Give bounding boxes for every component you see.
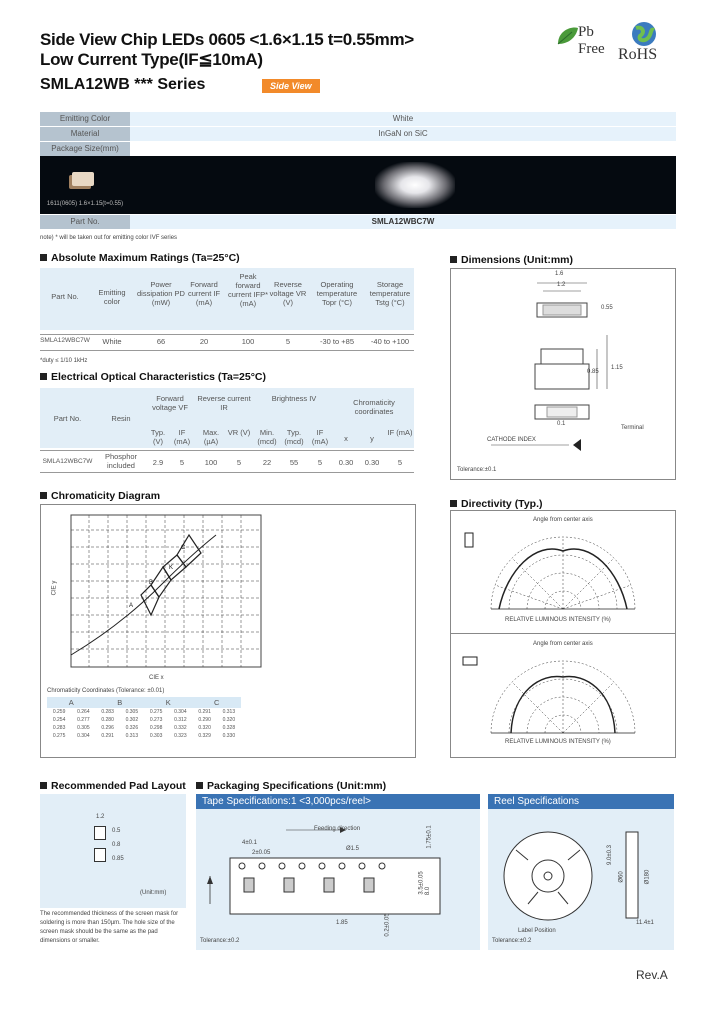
amr-h-if: Forward current IF (mA) (187, 280, 221, 307)
chroma-cell: 0.275 (149, 709, 163, 715)
dimensions-box (450, 268, 676, 480)
eo-sub-typ: Typ. (mcd) (284, 428, 304, 446)
material-label: Material (70, 129, 100, 138)
reel-label-5: 11.4±1 (636, 920, 654, 926)
tape-drawing (196, 794, 480, 950)
chroma-xlabel: CIE x (149, 675, 164, 681)
chroma-cell: 0.305 (125, 709, 139, 715)
revision: Rev.A (636, 968, 668, 982)
eo-heading: Electrical Optical Characteristics (Ta=25°C) (40, 371, 266, 383)
eo-h-chroma: Chromaticity coordinates (353, 398, 395, 416)
reel-title: Reel Specifications (488, 794, 674, 809)
reel-box (488, 794, 674, 950)
dir-axis-top-2: Angle from center axis (533, 641, 593, 647)
package-caption: 1611(0605) 1.6×1.15(t=0.55) (46, 201, 124, 207)
chroma-cell: 0.320 (222, 717, 236, 723)
region-b: B (149, 580, 154, 586)
eo-sub-ir: Max. (µA) (202, 428, 220, 446)
amr-h-color: Emitting color (98, 288, 126, 306)
reel-label-2: 9.0±0.3 (606, 845, 613, 865)
chroma-cell: 0.330 (222, 733, 236, 739)
chroma-cell: 0.291 (101, 733, 114, 739)
region-c: C (181, 545, 186, 551)
chroma-cell: 0.298 (149, 725, 163, 731)
amr-h-topr: Operating temperature Topr (°C) (316, 280, 358, 307)
pad-dim-3: 0.8 (112, 842, 121, 848)
dim-label-2: 1.2 (557, 282, 566, 288)
tape-label-8: 1.85 (336, 920, 348, 926)
pad-box (40, 794, 186, 908)
tape-label-7: 8.0 (425, 886, 432, 896)
pb-free-logo (552, 22, 612, 68)
directivity-heading: Directivity (Typ.) (450, 498, 543, 510)
amr-h-ifp: Peak forward current IFP* (mA) (227, 272, 268, 308)
tape-label-1: 4±0.1 (242, 840, 257, 846)
amr-footnote: *duty ≤ 1/10 1kHz (40, 358, 88, 364)
abs-max-table (40, 268, 414, 358)
eo-y: 0.30 (364, 458, 380, 467)
amr-if: 20 (199, 337, 209, 346)
title-line-2: Low Current Type(IF≦10mA) (40, 50, 263, 69)
product-table (40, 112, 676, 230)
region-k: K (169, 565, 174, 571)
pad-dim-4: 0.85 (112, 856, 124, 862)
tape-label-5: 1.75±0.1 (426, 825, 433, 849)
pb-free-text: Pb Free (578, 24, 605, 57)
dim-label-6: 0.1 (557, 421, 566, 427)
chroma-cell: 0.273 (149, 717, 163, 723)
dim-label-cathode: CATHODE INDEX (487, 437, 536, 443)
eo-h-ir: Reverse current IR (197, 394, 251, 412)
tape-label-feeding: Feeding direction (314, 826, 361, 832)
chroma-cell: 0.312 (174, 717, 187, 723)
reel-label-position: Label Position (518, 928, 556, 934)
pad-dim-2: 0.5 (112, 828, 121, 834)
eo-sub-if2: IF (mA) (311, 428, 329, 446)
dim-label-3: 0.55 (601, 305, 613, 311)
pad-dim-1: 1.2 (96, 814, 105, 820)
amr-vr: 5 (285, 337, 291, 346)
eo-sub-min: Min. (mcd) (257, 428, 277, 446)
dir-axis-top: Angle from center axis (533, 517, 593, 523)
amr-pd: 66 (156, 337, 166, 346)
tape-box (196, 794, 480, 950)
part-no-value: SMLA12WBC7W (371, 217, 435, 226)
material-value: InGaN on SiC (378, 129, 428, 138)
chroma-cell: 0.326 (125, 725, 139, 731)
chroma-cell: 0.275 (52, 733, 66, 739)
eo-if3: 5 (397, 458, 403, 467)
reel-label-4: Ø60 (618, 871, 625, 883)
tape-label-4: Ø1.5 (346, 846, 360, 852)
eo-if1: 5 (179, 458, 185, 467)
directivity-box (450, 510, 676, 758)
dimensions-heading: Dimensions (Unit:mm) (450, 254, 573, 266)
eo-vr: 5 (236, 458, 242, 467)
amr-tstg: -40 to +100 (370, 337, 410, 346)
chroma-th-k: K (165, 698, 171, 707)
chroma-cell: 0.303 (149, 733, 163, 739)
reel-tolerance: Tolerance:±0.2 (492, 938, 532, 944)
eo-sub-vr: VR (V) (227, 428, 251, 437)
note-text: note) * will be taken out for emitting color IVF series (40, 235, 178, 241)
directivity-chart (451, 511, 675, 757)
tape-title: Tape Specifications:1 <3,000pcs/reel> (196, 794, 480, 809)
eo-vf: 2.9 (152, 458, 164, 467)
tape-label-2: 2±0.05 (252, 850, 271, 856)
tape-tolerance: Tolerance:±0.2 (200, 938, 240, 944)
chroma-th-b: B (117, 698, 123, 707)
chroma-cell: 0.329 (198, 733, 211, 739)
chroma-ylabel: CIE y (51, 580, 58, 596)
rohs-logo (614, 20, 674, 68)
chroma-cell: 0.296 (101, 725, 114, 731)
package-size-label: Package Size(mm) (51, 144, 119, 153)
chroma-th-c: C (214, 698, 220, 707)
eo-x: 0.30 (338, 458, 354, 467)
chroma-cell: 0.283 (101, 709, 114, 715)
chroma-cell: 0.304 (174, 709, 187, 715)
chroma-cell: 0.290 (198, 717, 211, 723)
dim-tolerance: Tolerance:±0.1 (457, 467, 497, 473)
amr-topr: -30 to +85 (320, 337, 354, 346)
chroma-cell: 0.332 (174, 725, 187, 731)
packaging-heading: Packaging Specifications (Unit:mm) (196, 780, 386, 792)
eo-min: 22 (262, 458, 272, 467)
chroma-th-a: A (68, 698, 74, 707)
eo-sub-vf: Typ. (V) (150, 428, 166, 446)
chroma-cell: 0.291 (198, 709, 211, 715)
amr-h-pd: Power dissipation PD (mW) (137, 280, 185, 307)
dim-label-4: 0.85 (587, 369, 599, 375)
eo-sub-if3: IF (mA) (387, 428, 413, 437)
chroma-cell: 0.320 (198, 725, 211, 731)
dim-label-5: 1.15 (611, 365, 623, 371)
emitting-color-value: White (392, 114, 414, 123)
chroma-cell: 0.277 (77, 717, 90, 723)
title-line-1: Side View Chip LEDs 0605 <1.6×1.15 t=0.55mm> (40, 30, 414, 49)
chroma-cell: 0.305 (77, 725, 90, 731)
amr-h-vr: Reverse voltage VR (V) (269, 280, 307, 307)
eo-h-resin: Resin (111, 414, 131, 423)
chroma-cell: 0.323 (174, 733, 187, 739)
amr-h-tstg: Storage temperature Tstg (°C) (369, 280, 411, 307)
abs-max-heading: Absolute Maximum Ratings (Ta=25°C) (40, 252, 240, 264)
pad-note: The recommended thickness of the screen mask for soldering is more than 150µm. The hole size of the screen mask should be the same as the pad dimensions or smaller. (40, 911, 179, 944)
tape-label-6: 3.5±0.05 (418, 871, 425, 895)
eo-h-vf: Forward voltage VF (152, 394, 188, 412)
eo-h-part: Part No. (53, 414, 82, 423)
chroma-cell: 0.254 (52, 717, 66, 723)
dir-axis-bottom: RELATIVE LUMINOUS INTENSITY (%) (505, 617, 611, 623)
eo-sub-x: x (344, 434, 348, 443)
rohs-text: RoHS (618, 46, 658, 63)
eo-h-iv: Brightness IV (271, 394, 317, 403)
eo-resin: Phosphor included (104, 452, 138, 470)
dim-label-1: 1.6 (555, 271, 564, 277)
chroma-cell: 0.264 (77, 709, 90, 715)
amr-color: White (102, 337, 122, 346)
chroma-cell: 0.304 (77, 733, 90, 739)
chroma-cell: 0.313 (222, 709, 236, 715)
eo-table (40, 388, 414, 478)
chroma-cell: 0.259 (52, 709, 66, 715)
amr-h-part: Part No. (51, 292, 79, 301)
amr-part: SMLA12WBC7W (40, 337, 90, 344)
chroma-cell: 0.328 (222, 725, 236, 731)
chroma-cell: 0.280 (101, 717, 114, 723)
eo-part: SMLA12WBC7W (42, 458, 93, 465)
chroma-table-title: Chromaticity Coordinates (Tolerance: ±0.01) (47, 688, 165, 694)
eo-typ: 55 (289, 458, 299, 467)
chroma-cell: 0.302 (125, 717, 139, 723)
chroma-cell: 0.313 (125, 733, 139, 739)
pad-heading: Recommended Pad Layout (40, 780, 186, 792)
dimensions-drawing (451, 269, 675, 479)
chroma-heading: Chromaticity Diagram (40, 490, 160, 502)
part-no-label: Part No. (70, 217, 100, 226)
series-title: SMLA12WB *** Series (40, 76, 206, 93)
reel-label-3: Ø180 (644, 869, 651, 885)
series-badge: Side View (262, 79, 320, 93)
pad-unit: (Unit:mm) (140, 890, 167, 896)
eo-sub-y: y (370, 434, 374, 443)
chroma-table (47, 697, 241, 740)
lit-led-image (375, 162, 455, 208)
emitting-color-label: Emitting Color (59, 114, 111, 123)
amr-ifp: 100 (241, 337, 255, 346)
eo-sub-if1: IF (mA) (173, 428, 191, 446)
region-a: A (129, 603, 134, 609)
eo-ir: 100 (204, 458, 218, 467)
chip-image (72, 172, 94, 186)
dim-label-terminal: Terminal (621, 425, 644, 431)
chroma-cell: 0.283 (52, 725, 66, 731)
tape-label-9: 0.2±0.05 (384, 913, 391, 937)
chroma-box (40, 504, 416, 758)
dir-axis-bottom-2: RELATIVE LUMINOUS INTENSITY (%) (505, 739, 611, 745)
eo-if2: 5 (317, 458, 323, 467)
